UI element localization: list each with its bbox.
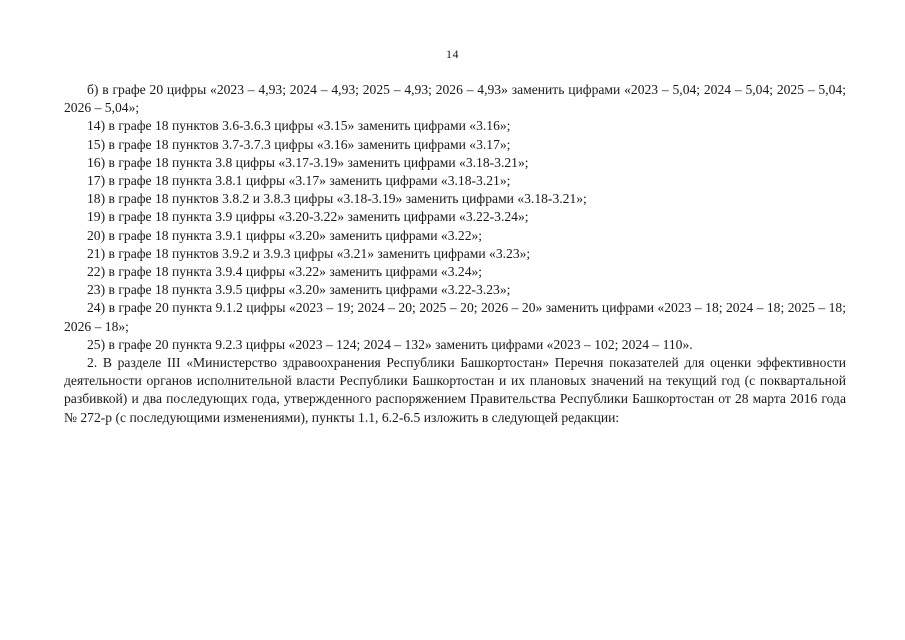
paragraph-19: 19) в графе 18 пункта 3.9 цифры «3.20-3.22» заменить цифрами «3.22-3.24»; [87, 209, 529, 225]
paragraph-section-2: 2. В разделе III «Министерство здравоохранения Республики Башкортостан» Перечня показателей для оценки эффективности деятельности органов исполнительной власти Республики Башкортостан и их плановых значений на текущий год (с поквартальной разбивкой) и два последующих года, утвержденного распоряжением Правительства Республики Башкортостан от 28 марта 2016 года № 272-р (с последующими изменениями), пункты 1.1, 6.2-6.5 изложить в следующей редакции: [64, 355, 846, 425]
paragraph-b: б) в графе 20 цифры «2023 – 4,93; 2024 – 4,93; 2025 – 4,93; 2026 – 4,93» заменить цифрами «2023 – 5,04; 2024 – 5,04; 2025 – 5,04; 2026 – 5,04»; [64, 82, 846, 116]
paragraph-16: 16) в графе 18 пункта 3.8 цифры «3.17-3.19» заменить цифрами «3.18-3.21»; [87, 154, 529, 170]
paragraph-23: 23) в графе 18 пункта 3.9.5 цифры «3.20» заменить цифрами «3.22-3.23»; [87, 282, 511, 298]
page-number: 14 [446, 47, 459, 61]
paragraph-24: 24) в графе 20 пункта 9.1.2 цифры «2023 – 19; 2024 – 20; 2025 – 20; 2026 – 20» заменить цифрами «2023 – 18; 2024 – 18; 2025 – 18; 2026 – 18»; [64, 300, 846, 334]
paragraph-18: 18) в графе 18 пунктов 3.8.2 и 3.8.3 цифры «3.18-3.19» заменить цифрами «3.18-3.21»; [87, 191, 587, 207]
paragraph-15: 15) в графе 18 пунктов 3.7-3.7.3 цифры «3.16» заменить цифрами «3.17»; [87, 136, 511, 152]
paragraph-21: 21) в графе 18 пунктов 3.9.2 и 3.9.3 цифры «3.21» заменить цифрами «3.23»; [87, 245, 531, 261]
paragraph-17: 17) в графе 18 пункта 3.8.1 цифры «3.17» заменить цифрами «3.18-3.21»; [87, 173, 511, 189]
paragraph-25: 25) в графе 20 пункта 9.2.3 цифры «2023 – 124; 2024 – 132» заменить цифрами «2023 – 102; 2024 – 110». [87, 336, 693, 352]
document-body [64, 81, 846, 427]
paragraph-14: 14) в графе 18 пунктов 3.6-3.6.3 цифры «3.15» заменить цифрами «3.16»; [87, 118, 511, 134]
paragraph-20: 20) в графе 18 пункта 3.9.1 цифры «3.20» заменить цифрами «3.22»; [87, 227, 483, 243]
paragraph-22: 22) в графе 18 пункта 3.9.4 цифры «3.22» заменить цифрами «3.24»; [87, 264, 483, 280]
